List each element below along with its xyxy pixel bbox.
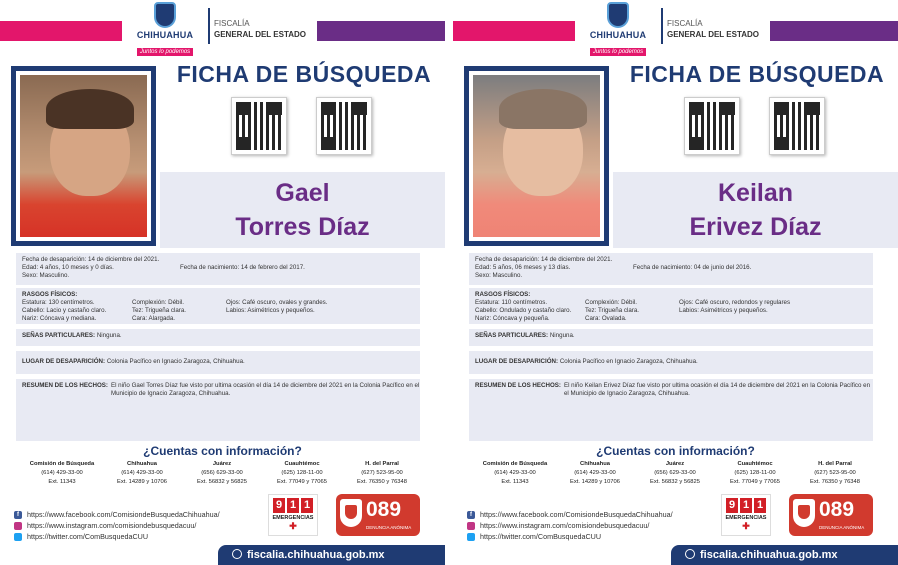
age: Edad: 4 años, 10 meses y 0 días.: [22, 264, 114, 271]
distinguishing-marks-block: [469, 329, 873, 346]
contact-item: Juárez (656) 629-33-00 Ext. 56832 y 56825: [182, 460, 262, 487]
contact-phone[interactable]: (625) 128-11-00: [734, 470, 776, 476]
face-shape: Cara: Alargada.: [132, 315, 175, 322]
header-purple-bar: [317, 21, 445, 41]
hair: Cabello: Ondulado y castaño claro.: [475, 307, 572, 314]
birth-date: Fecha de nacimiento: 14 de febrero del 2017.: [180, 264, 305, 271]
contact-phone[interactable]: (627) 523-95-00: [361, 470, 403, 476]
height: Estatura: 110 centímetros.: [475, 299, 548, 306]
disappearance-place-value: Colonia Pacífico en Ignacio Zaragoza, Chihuahua.: [559, 358, 698, 365]
contact-item: Chihuahua (614) 429-33-00 Ext. 14289 y 10706: [102, 460, 182, 487]
disappearance-date: Fecha de desaparición: 14 de diciembre del 2021.: [475, 256, 613, 263]
distinguishing-marks-label: SEÑAS PARTICULARES:: [475, 332, 549, 339]
facebook-icon: f: [14, 511, 22, 519]
header-pink-bar: [453, 21, 575, 41]
nose: Nariz: Cóncava y pequeña.: [475, 315, 550, 322]
state-name: CHIHUAHUA: [589, 30, 647, 40]
sex: Sexo: Masculino.: [475, 272, 523, 279]
physical-traits-header: RASGOS FÍSICOS:: [475, 291, 531, 298]
qr-code-icon: [774, 102, 820, 150]
twitter-link[interactable]: https://twitter.com/ComBusquedaCUU: [480, 532, 602, 541]
person-name-panel: [613, 172, 898, 248]
instagram-link[interactable]: https://www.instagram.com/comisiondebusquedacuu/: [480, 521, 650, 530]
instagram-link[interactable]: https://www.instagram.com/comisiondebusquedacuu/: [27, 521, 197, 530]
contact-item: H. del Parral (627) 523-95-00 Ext. 76350 y 76348: [342, 460, 422, 487]
anonymous-report-089-badge: [789, 494, 873, 536]
distinguishing-marks-label: SEÑAS PARTICULARES:: [22, 332, 96, 339]
footer-website[interactable]: [218, 545, 445, 565]
contact-phone[interactable]: (614) 429-33-00: [41, 470, 83, 476]
website-url: fiscalia.chihuahua.gob.mx: [247, 549, 385, 561]
basic-details-block: [16, 253, 420, 285]
chihuahua-state-logo: [587, 2, 649, 58]
anonymous-number: 089: [819, 498, 855, 521]
person-last-names: Erivez Díaz: [689, 213, 822, 241]
lips: Labios: Asimétricos y pequeños.: [226, 307, 315, 314]
contact-phone[interactable]: (614) 429-33-00: [574, 470, 616, 476]
website-url: fiscalia.chihuahua.gob.mx: [700, 549, 838, 561]
anonymous-number: 089: [366, 498, 402, 521]
header-divider: [208, 8, 210, 44]
shield-icon: [793, 499, 815, 527]
disappearance-place-value: Colonia Pacífico en Ignacio Zaragoza, Chihuahua.: [106, 358, 245, 365]
medical-cross-icon: ✚: [289, 521, 297, 531]
events-summary-label: RESUMEN DE LOS HECHOS:: [22, 382, 108, 389]
state-name: CHIHUAHUA: [136, 30, 194, 40]
distinguishing-marks-value: Ninguna.: [549, 332, 575, 339]
poster-divider: [445, 0, 453, 565]
contact-phone[interactable]: (656) 629-33-00: [654, 470, 696, 476]
contact-item: Chihuahua (614) 429-33-00 Ext. 14289 y 10706: [555, 460, 635, 487]
disappearance-place-label: LUGAR DE DESAPARICIÓN:: [22, 358, 106, 365]
search-poster-gael: [0, 0, 445, 565]
state-shield-icon: [607, 2, 629, 28]
footer-website[interactable]: [671, 545, 898, 565]
contact-phone[interactable]: (625) 128-11-00: [281, 470, 323, 476]
contact-phone[interactable]: (656) 629-33-00: [201, 470, 243, 476]
info-question: ¿Cuentas con información?: [143, 444, 302, 458]
contact-item: H. del Parral (627) 523-95-00 Ext. 76350 y 76348: [795, 460, 875, 487]
contact-item: Cuauhtémoc (625) 128-11-00 Ext. 77049 y 77065: [262, 460, 342, 487]
agency-line1: FISCALÍA: [667, 19, 703, 28]
child-photo-keilan: [473, 75, 600, 237]
sex: Sexo: Masculino.: [22, 272, 70, 279]
eyes: Ojos: Café oscuro, redondos y regulares: [679, 299, 791, 306]
social-links: [467, 509, 673, 542]
emergency-911-badge: 9 1 1 EMERGENCIAS ✚: [268, 494, 318, 536]
nose: Nariz: Cóncava y mediana.: [22, 315, 97, 322]
agency-name: [667, 18, 759, 40]
agency-line2: GENERAL DEL ESTADO: [667, 30, 760, 39]
person-first-name: Keilan: [717, 179, 794, 207]
person-first-name: Gael: [275, 179, 330, 207]
build: Complexión: Débil.: [132, 299, 184, 306]
events-summary-block: [16, 379, 420, 441]
age: Edad: 5 años, 06 meses y 13 días.: [475, 264, 571, 271]
qr-code-1[interactable]: [231, 97, 287, 155]
anonymous-report-089-badge: [336, 494, 420, 536]
missing-person-photo: [464, 66, 609, 246]
contact-phone[interactable]: (614) 429-33-00: [494, 470, 536, 476]
emergency-label: EMERGENCIAS: [272, 515, 314, 521]
contact-item: Juárez (656) 629-33-00 Ext. 56832 y 56825: [635, 460, 715, 487]
disappearance-date: Fecha de desaparición: 14 de diciembre del 2021.: [22, 256, 160, 263]
social-links: [14, 509, 220, 542]
facebook-icon: f: [467, 511, 475, 519]
events-summary-value: El niño Gael Torres Díaz fue visto por ultima ocasión el día 14 de diciembre del 2021 en la Colonia Pacífico en el Municipio de Ignacio Zaragoza, Chihuahua.: [110, 382, 420, 397]
events-summary-label: RESUMEN DE LOS HECHOS:: [475, 382, 561, 389]
shield-icon: [340, 499, 362, 527]
state-shield-icon: [154, 2, 176, 28]
photo-hair: [499, 89, 587, 129]
anonymous-label: DENUNCIA ANÓNIMA: [819, 525, 865, 530]
distinguishing-marks-value: Ninguna.: [96, 332, 122, 339]
anonymous-label: DENUNCIA ANÓNIMA: [366, 525, 412, 530]
face-shape: Cara: Ovalada.: [585, 315, 627, 322]
contact-item: Cuauhtémoc (625) 128-11-00 Ext. 77049 y 77065: [715, 460, 795, 487]
basic-details-block: [469, 253, 873, 285]
poster-title: FICHA DE BÚSQUEDA: [629, 61, 885, 87]
qr-code-2[interactable]: [769, 97, 825, 155]
globe-icon: [685, 549, 695, 559]
height: Estatura: 130 centímetros.: [22, 299, 95, 306]
emergency-911-badge: 9 1 1 EMERGENCIAS ✚: [721, 494, 771, 536]
search-poster-keilan: [453, 0, 898, 565]
lips: Labios: Asimétricos y pequeños.: [679, 307, 768, 314]
qr-code-2[interactable]: [316, 97, 372, 155]
contact-phone[interactable]: (614) 429-33-00: [121, 470, 163, 476]
qr-code-1[interactable]: [684, 97, 740, 155]
twitter-icon: [467, 533, 475, 541]
qr-code-icon: [236, 102, 282, 150]
globe-icon: [232, 549, 242, 559]
facebook-link[interactable]: https://www.facebook.com/ComisiondeBusquedaChihuahua/: [27, 510, 220, 519]
agency-line1: FISCALÍA: [214, 19, 250, 28]
complexion: Tez: Trigueña clara.: [132, 307, 186, 314]
person-last-names: Torres Díaz: [235, 213, 370, 241]
child-photo-gael: [20, 75, 147, 237]
complexion: Tez: Trigueña clara.: [585, 307, 639, 314]
hair: Cabello: Lacio y castaño claro.: [22, 307, 107, 314]
birth-date: Fecha de nacimiento: 04 de junio del 2016.: [633, 264, 752, 271]
events-summary-block: [469, 379, 873, 441]
twitter-link[interactable]: https://twitter.com/ComBusquedaCUU: [27, 532, 149, 541]
physical-traits-block: [16, 288, 420, 324]
medical-cross-icon: ✚: [742, 521, 750, 531]
contact-item: Comisión de Búsqueda (614) 429-33-00 Ext. 11343: [22, 460, 102, 487]
header-purple-bar: [770, 21, 898, 41]
state-tagline: Juntos lo podemos: [137, 48, 193, 56]
instagram-icon: [14, 522, 22, 530]
emergency-label: EMERGENCIAS: [725, 515, 767, 521]
contact-list: [475, 460, 875, 487]
state-tagline: Juntos lo podemos: [590, 48, 646, 56]
twitter-icon: [14, 533, 22, 541]
missing-person-photo: [11, 66, 156, 246]
events-summary-value: El niño Keilan Erivez Díaz fue visto por ultima ocasión el día 14 de diciembre del 2021 en la Colonia Pacífico en el Municipio de Ignacio Zaragoza, Chihuahua.: [563, 382, 871, 397]
poster-title: FICHA DE BÚSQUEDA: [176, 61, 432, 87]
disappearance-place-block: [16, 351, 420, 374]
build: Complexión: Débil.: [585, 299, 637, 306]
chihuahua-state-logo: [134, 2, 196, 58]
contact-item: Comisión de Búsqueda (614) 429-33-00 Ext. 11343: [475, 460, 555, 487]
person-name-panel: [160, 172, 445, 248]
header-pink-bar: [0, 21, 122, 41]
photo-hair: [46, 89, 134, 129]
info-question: ¿Cuentas con información?: [596, 444, 755, 458]
contact-phone[interactable]: (627) 523-95-00: [814, 470, 856, 476]
disappearance-place-block: [469, 351, 873, 374]
agency-line2: GENERAL DEL ESTADO: [214, 30, 307, 39]
instagram-icon: [467, 522, 475, 530]
disappearance-place-label: LUGAR DE DESAPARICIÓN:: [475, 358, 559, 365]
eyes: Ojos: Café oscuro, ovales y grandes.: [226, 299, 328, 306]
qr-code-icon: [689, 102, 735, 150]
agency-name: [214, 18, 306, 40]
qr-code-icon: [321, 102, 367, 150]
contact-list: [22, 460, 422, 487]
distinguishing-marks-block: [16, 329, 420, 346]
header-divider: [661, 8, 663, 44]
physical-traits-header: RASGOS FÍSICOS:: [22, 291, 78, 298]
facebook-link[interactable]: https://www.facebook.com/ComisiondeBusquedaChihuahua/: [480, 510, 673, 519]
physical-traits-block: [469, 288, 873, 324]
